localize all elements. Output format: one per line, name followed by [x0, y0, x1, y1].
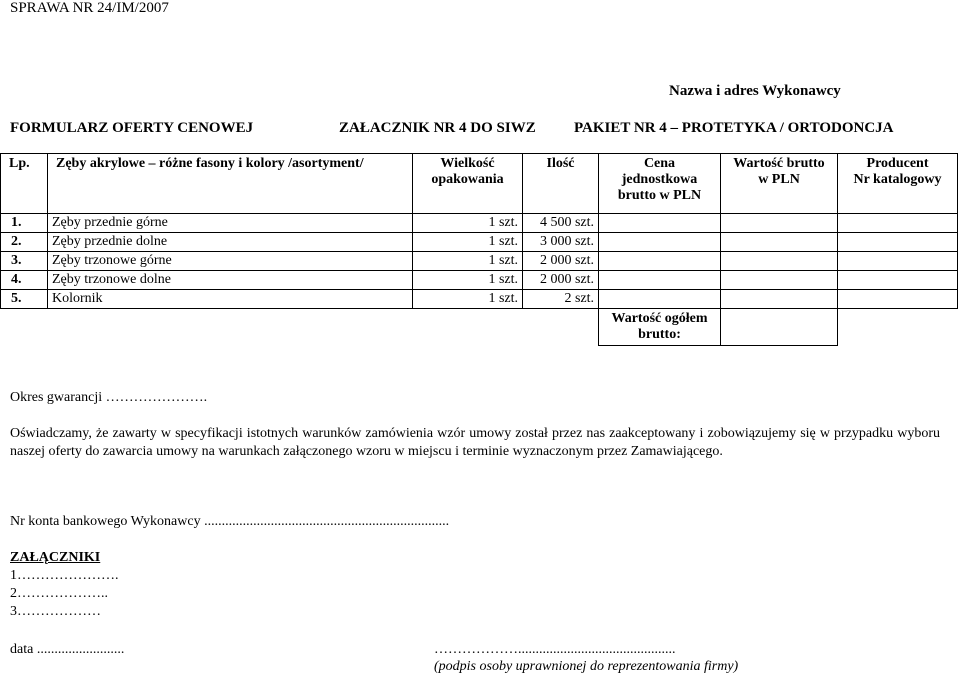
warranty-field[interactable]: Okres gwarancji …………………. — [10, 390, 208, 405]
header-producer: Producent Nr katalogowy — [838, 154, 958, 214]
header-name: Zęby akrylowe – różne fasony i kolory /asortyment/ — [48, 154, 413, 214]
row-producer-cell[interactable] — [838, 271, 958, 290]
table-row — [1, 214, 958, 233]
row-value-cell[interactable] — [721, 290, 838, 309]
row-pack: 1 szt. — [413, 214, 523, 233]
row-pack: 1 szt. — [413, 233, 523, 252]
table-row — [1, 271, 958, 290]
row-unit-price-cell[interactable] — [599, 271, 721, 290]
form-title: FORMULARZ OFERTY CENOWEJ — [10, 120, 254, 136]
attachments-title: ZAŁĄCZNIKI — [10, 550, 101, 565]
header-value: Wartość brutto w PLN — [721, 154, 838, 214]
row-lp: 3. — [1, 252, 48, 271]
row-pack: 1 szt. — [413, 252, 523, 271]
row-lp: 1. — [1, 214, 48, 233]
row-producer-cell[interactable] — [838, 290, 958, 309]
row-value-cell[interactable] — [721, 233, 838, 252]
row-qty: 2 szt. — [523, 290, 599, 309]
table-row — [1, 233, 958, 252]
attachment-item-1[interactable]: 1…………………. — [10, 568, 119, 583]
total-value-cell[interactable] — [721, 309, 838, 346]
attachment-label: ZAŁACZNIK NR 4 DO SIWZ — [339, 120, 536, 136]
row-unit-price-cell[interactable] — [599, 233, 721, 252]
attachment-item-3[interactable]: 3……………… — [10, 604, 101, 619]
package-label: PAKIET NR 4 – PROTETYKA / ORTODONCJA — [574, 120, 894, 136]
row-unit-price-cell[interactable] — [599, 214, 721, 233]
row-value-cell[interactable] — [721, 252, 838, 271]
row-qty: 4 500 szt. — [523, 214, 599, 233]
row-lp: 2. — [1, 233, 48, 252]
row-qty: 3 000 szt. — [523, 233, 599, 252]
row-producer-cell[interactable] — [838, 233, 958, 252]
total-label: Wartość ogółem brutto: — [599, 309, 721, 346]
table-row — [1, 290, 958, 309]
signature-line[interactable]: ………………............................................. — [434, 642, 676, 657]
case-reference: SPRAWA NR 24/IM/2007 — [10, 0, 169, 16]
row-name: Zęby przednie górne — [48, 214, 413, 233]
row-pack: 1 szt. — [413, 271, 523, 290]
row-lp: 4. — [1, 271, 48, 290]
row-producer-cell[interactable] — [838, 252, 958, 271]
bank-account-field[interactable]: Nr konta bankowego Wykonawcy ...................................................................... — [10, 514, 450, 529]
offer-table — [0, 153, 958, 346]
row-unit-price-cell[interactable] — [599, 252, 721, 271]
attachment-item-2[interactable]: 2……………….. — [10, 586, 108, 601]
row-lp: 5. — [1, 290, 48, 309]
row-value-cell[interactable] — [721, 271, 838, 290]
total-row — [1, 309, 958, 346]
table-row — [1, 252, 958, 271]
header-pack: Wielkość opakowania — [413, 154, 523, 214]
row-name: Zęby trzonowe górne — [48, 252, 413, 271]
date-field[interactable]: data ......................... — [10, 642, 125, 657]
row-name: Zęby przednie dolne — [48, 233, 413, 252]
row-name: Zęby trzonowe dolne — [48, 271, 413, 290]
table-header-row — [1, 154, 958, 214]
row-unit-price-cell[interactable] — [599, 290, 721, 309]
row-value-cell[interactable] — [721, 214, 838, 233]
header-unit-price: Cena jednostkowa brutto w PLN — [599, 154, 721, 214]
row-qty: 2 000 szt. — [523, 271, 599, 290]
declaration-text: Oświadczamy, że zawarty w specyfikacji istotnych warunków zamówienia wzór umowy został przez nas zaakceptowany i zobowiązujemy się w przypadku wyboru naszej oferty do zawarcia umowy na warunkach załączonego wzoru w miejscu i terminie wyznaczonym przez Zamawiającego. — [10, 426, 940, 459]
row-qty: 2 000 szt. — [523, 252, 599, 271]
header-lp: Lp. — [1, 154, 48, 214]
contractor-label: Nazwa i adres Wykonawcy — [669, 83, 841, 99]
row-pack: 1 szt. — [413, 290, 523, 309]
signature-caption: (podpis osoby uprawnionej do reprezentowania firmy) — [434, 659, 739, 674]
header-qty: Ilość — [523, 154, 599, 214]
row-producer-cell[interactable] — [838, 214, 958, 233]
row-name: Kolornik — [48, 290, 413, 309]
